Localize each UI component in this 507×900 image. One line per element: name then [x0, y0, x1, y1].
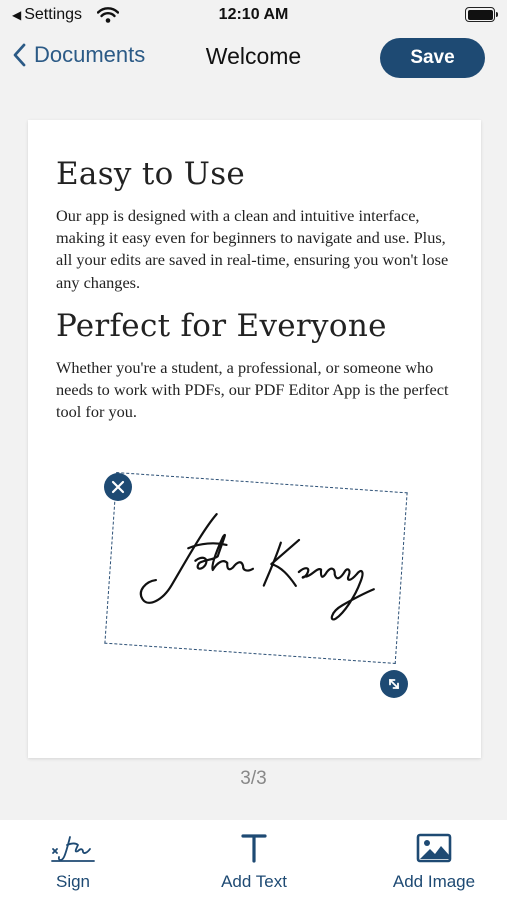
sign-tool-label: Sign: [55, 872, 91, 891]
add-image-tool-button[interactable]: [386, 830, 482, 892]
resize-diagonal-icon: [387, 677, 401, 691]
back-triangle-icon: ◀: [12, 8, 22, 22]
doc-paragraph-1: Our app is designed with a clean and intuitive interface, making it easy even for beginners to navigate and use. Plus, all your edits are saved in real-time, ensuring you won't lose any changes.: [56, 206, 449, 292]
doc-paragraph-2: Whether you're a student, a professional, or someone who needs to work with PDFs, our PDF Editor App is the perfect tool for you.: [56, 358, 449, 422]
add-text-tool-label: Add Text: [221, 872, 287, 891]
status-back-label: Settings: [24, 6, 83, 23]
signature-icon: [50, 831, 96, 865]
text-t-icon: [240, 833, 268, 863]
remove-signature-button[interactable]: [104, 473, 132, 501]
back-button-label: Documents: [34, 42, 146, 67]
signature-image: [117, 494, 395, 643]
signature-selection-box[interactable]: [104, 472, 407, 664]
page-title: Welcome: [205, 43, 302, 69]
bottom-toolbar: [0, 820, 507, 900]
sign-tool-button[interactable]: [42, 830, 104, 892]
close-icon: [111, 480, 125, 494]
page-indicator: 3/3: [240, 768, 267, 789]
add-image-tool-label: Add Image: [392, 872, 476, 891]
back-to-documents-button[interactable]: [12, 42, 145, 68]
resize-signature-handle[interactable]: [380, 670, 408, 698]
status-time: 12:10 AM: [218, 6, 289, 23]
chevron-left-icon: [12, 43, 26, 67]
doc-heading-easy-to-use: Easy to Use: [56, 156, 246, 192]
battery-icon: [465, 7, 495, 22]
doc-heading-perfect-for-everyone: Perfect for Everyone: [56, 308, 387, 344]
add-text-tool-button[interactable]: [212, 830, 296, 892]
save-button[interactable]: Save: [380, 38, 485, 78]
status-bar: [0, 0, 507, 32]
document-page[interactable]: [28, 120, 481, 758]
image-photo-icon: [416, 833, 452, 863]
navigation-bar: [0, 32, 507, 86]
